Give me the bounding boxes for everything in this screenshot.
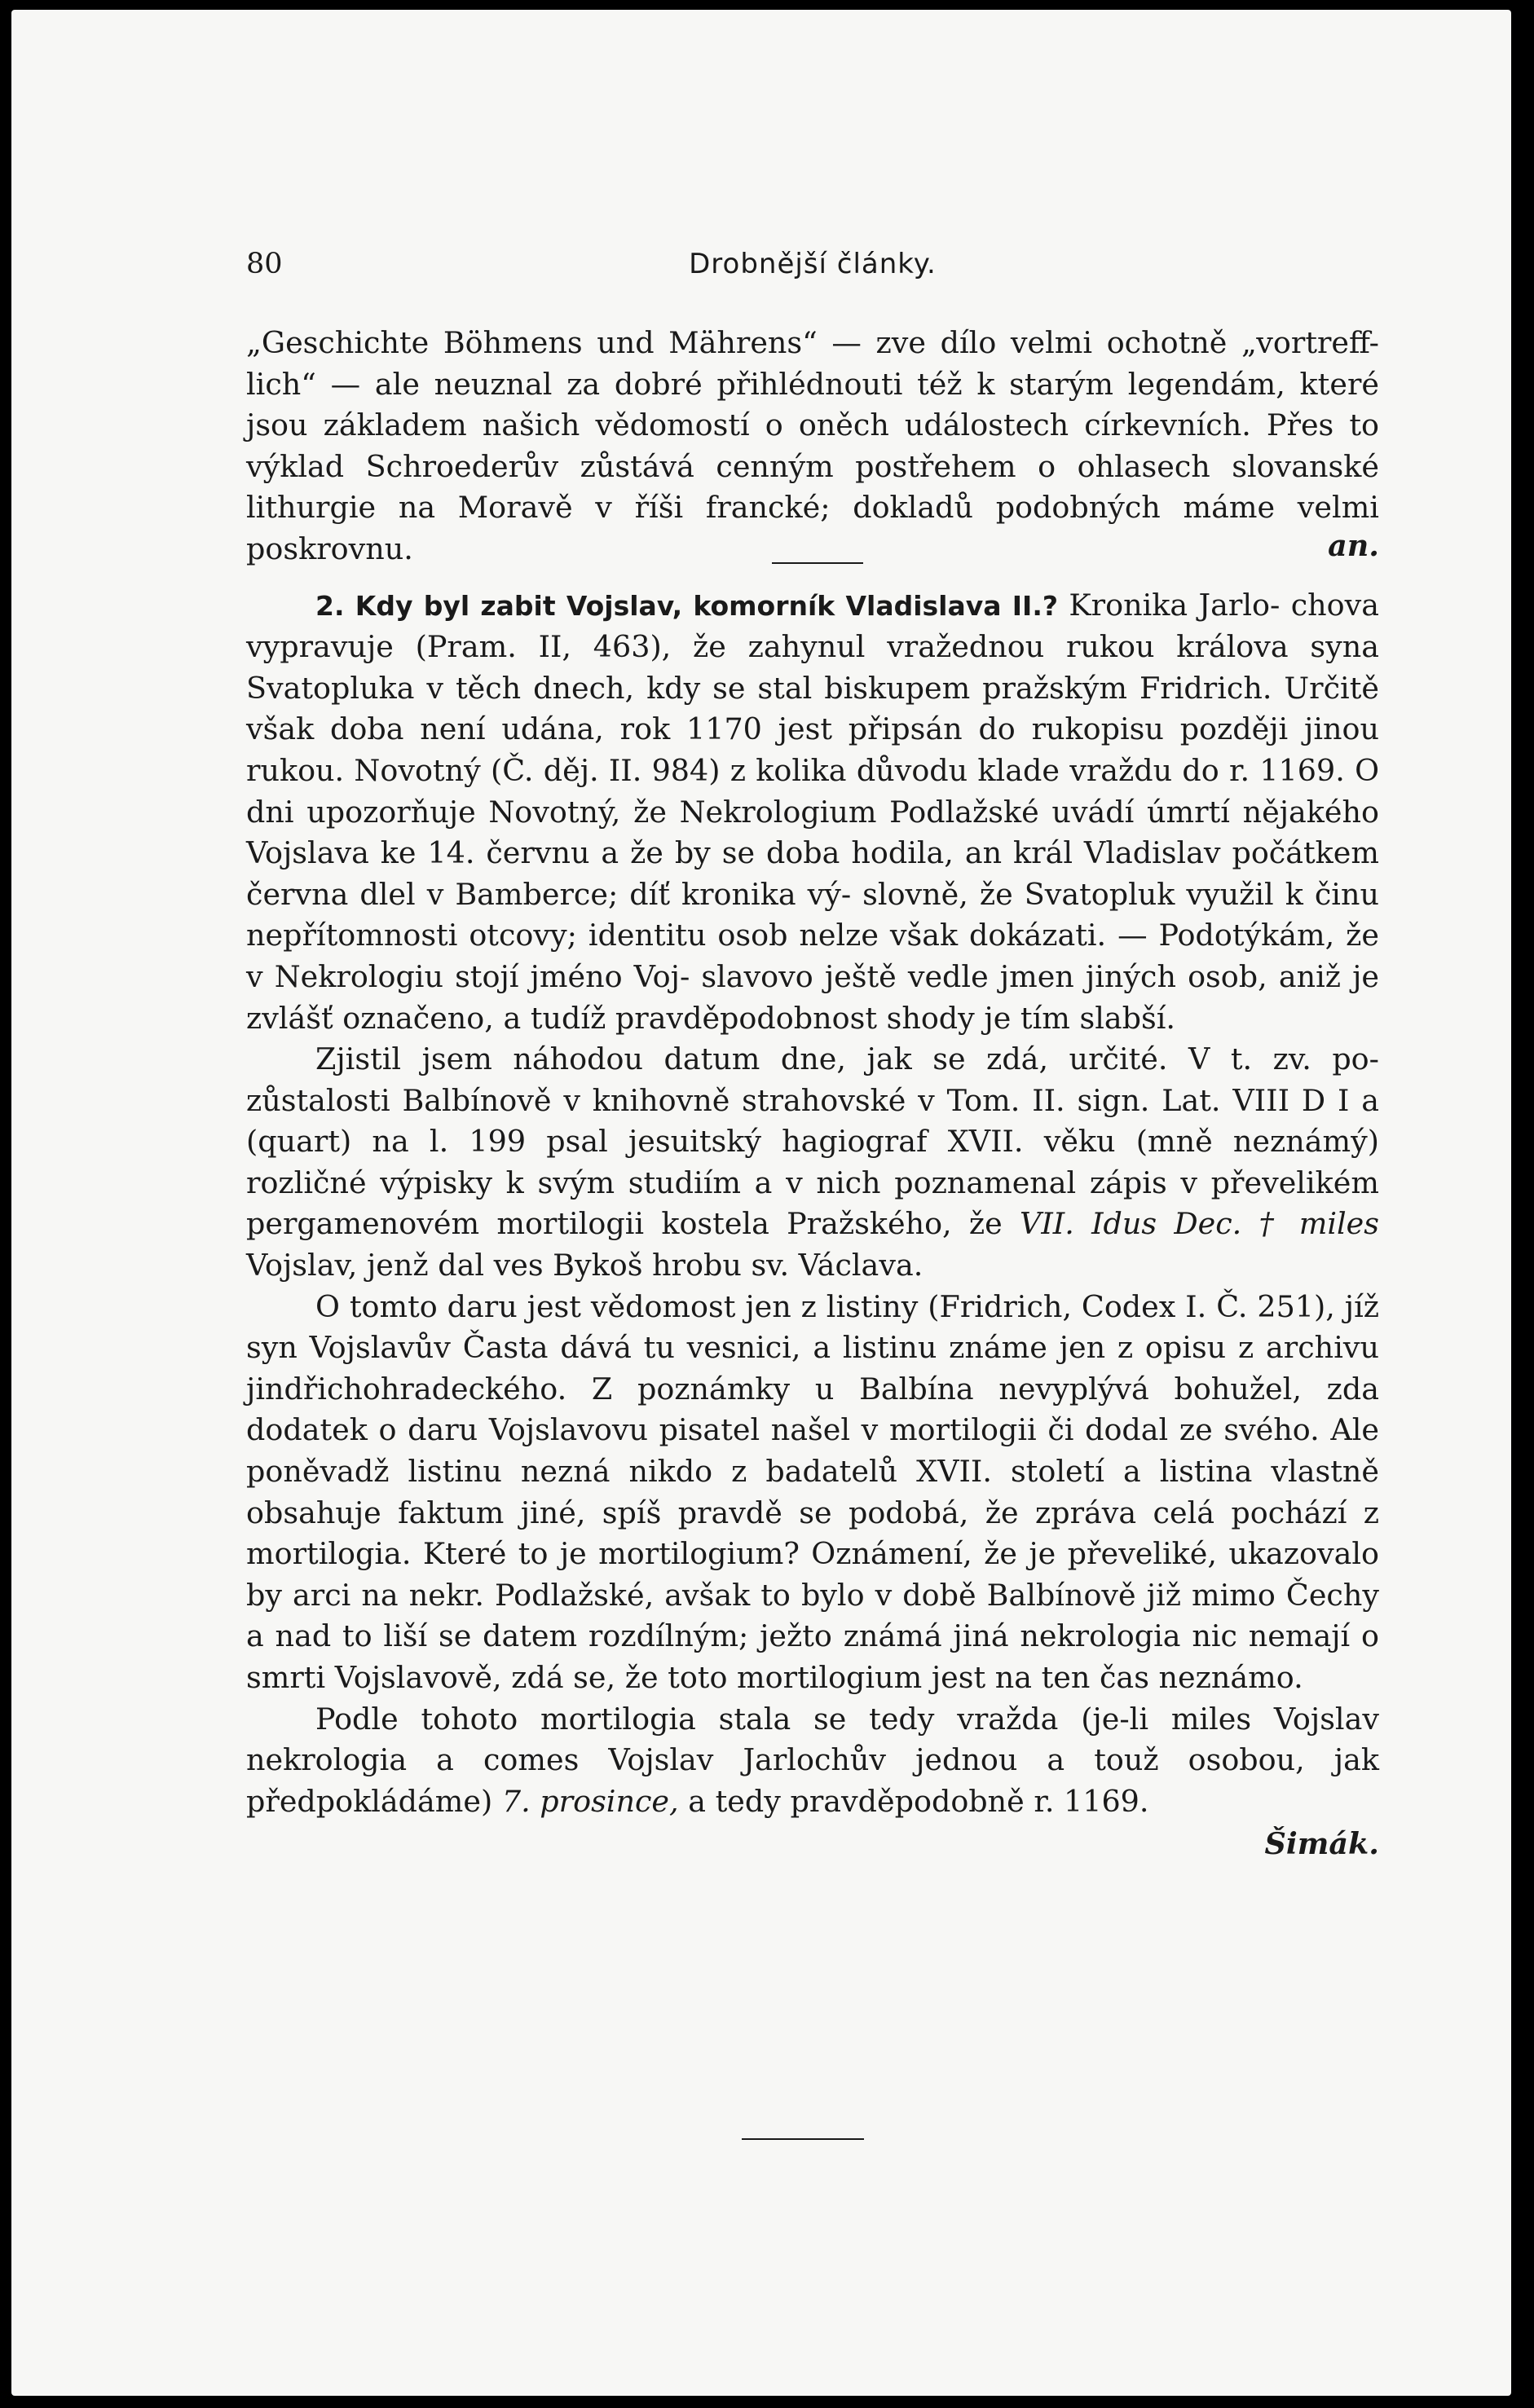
paragraph-conclusion-italic: 7. prosince, — [501, 1783, 679, 1819]
paragraph-balbin-italic: VII. Idus Dec. † miles — [1020, 1206, 1379, 1242]
paragraph-daru-text: O tomto daru jest vědomost jen z listiny (Fridrich, Codex I. Č. 251), jíž syn Vojslavův Časta dává tu vesnici, a listinu známe jen z opisu z archivu jindřichohradeckého. Z poznámky u Balbína nevyplývá bohužel, zda dodatek o daru Vojslavovu pisatel našel v mortilogii či dodal ze svého. Ale poněvadž listinu nezná nikdo z badatelů XVII. století a listina vlastně obsahuje faktum jiné, spíš pravdě se podobá, že zpráva celá pochází z mortilogia. Které to je mortilogium? Oznámení, že je převeliké, ukazovalo by arci na nekr. Podlažské, avšak to bylo v době Balbínově již mimo Čechy a nad to liší se datem rozdílným; ježto známá jiná nekrologia nic nemají o smrti Vojslavově, zdá se, že toto mortilogium jest na ten čas neznámo. — [246, 1288, 1379, 1695]
paragraph-vojslav-intro — [246, 585, 1379, 1040]
paragraph-balbin-text-a: Zjistil jsem náhodou datum dne, jak se zdá, určité. V t. zv. po- zůstalosti Balbínově v knihovně strahovské v Tom. II. sign. Lat. VIII D I a (quart) na l. 199 psal jesuitský hagiograf XVII. věku (mně neznámý) rozličné výpisky k svým studiím a v nich poznamenal zápis v převelikém pergamenovém mortilogii kostela Pražského, že — [246, 1041, 1379, 1242]
paragraph-daru — [246, 1287, 1379, 1699]
paragraph-balbin — [246, 1039, 1379, 1287]
signature-an: an. — [1328, 527, 1379, 563]
paragraph-schroeder — [246, 323, 1379, 570]
document-page — [11, 10, 1511, 2396]
paragraph-conclusion-text-a: Podle tohoto mortilogia stala se tedy vražda (je-li miles Vojslav nekrologia a comes Vojslav Jarlochův jednou a touž osobou, jak předpokládáme) — [246, 1701, 1379, 1819]
signature-simak: Šimák. — [1264, 1826, 1379, 1862]
page-number: 80 — [246, 248, 283, 280]
paragraph-schroeder-text: „Geschichte Böhmens und Mährens“ — zve dílo velmi ochotně „vortreff- lich“ — ale neuznal za dobré přihlédnouti též k starým legendám, které jsou základem našich vědomostí o oněch událostech církevních. Přes to výklad Schroederův zůstává cenným postřehem o ohlasech slovanské lithurgie na Moravě v říši francké; dokladů podobných máme velmi poskrovnu. — [246, 325, 1379, 566]
paragraph-vojslav-intro-text: Kronika Jarlo- chova vypravuje (Pram. II, 463), že zahynul vražednou rukou králova syna Svatopluka v těch dnech, kdy se stal biskupem pražským Fridrich. Určitě však doba není udána, rok 1170 jest připsán do rukopisu později jinou rukou. Novotný (Č. děj. II. 984) z kolika důvodu klade vraždu do r. 1169. O dni upozorňuje Novotný, že Nekrologium Podlažské uvádí úmrtí nějakého Vojslava ke 14. červnu a že by se doba hodila, an král Vladislav počátkem června dlel v Bamberce; díť kronika vý- slovně, že Svatopluk využil k činu nepřítomnosti otcovy; identitu osob nelze však dokázati. — Podotýkám, že v Nekrologiu stojí jméno Voj- slavovo ještě vedle jmen jiných osob, aniž je zvlášť označeno, a tudíž pravděpodobnost shody je tím slabší. — [246, 587, 1379, 1036]
paragraph-conclusion — [246, 1699, 1379, 1823]
paragraph-balbin-text-b: Vojslav, jenž dal ves Bykoš hrobu sv. Václava. — [246, 1248, 923, 1283]
paragraph-conclusion-text-b: a tedy pravděpodobně r. 1169. — [678, 1783, 1149, 1819]
section-heading: 2. Kdy byl zabit Vojslav, komorník Vladislava II.? — [315, 589, 1059, 622]
running-head: Drobnější články. — [689, 248, 937, 280]
body-text — [246, 323, 1379, 1865]
end-separator-rule — [742, 2138, 864, 2140]
page-header — [246, 248, 1379, 297]
